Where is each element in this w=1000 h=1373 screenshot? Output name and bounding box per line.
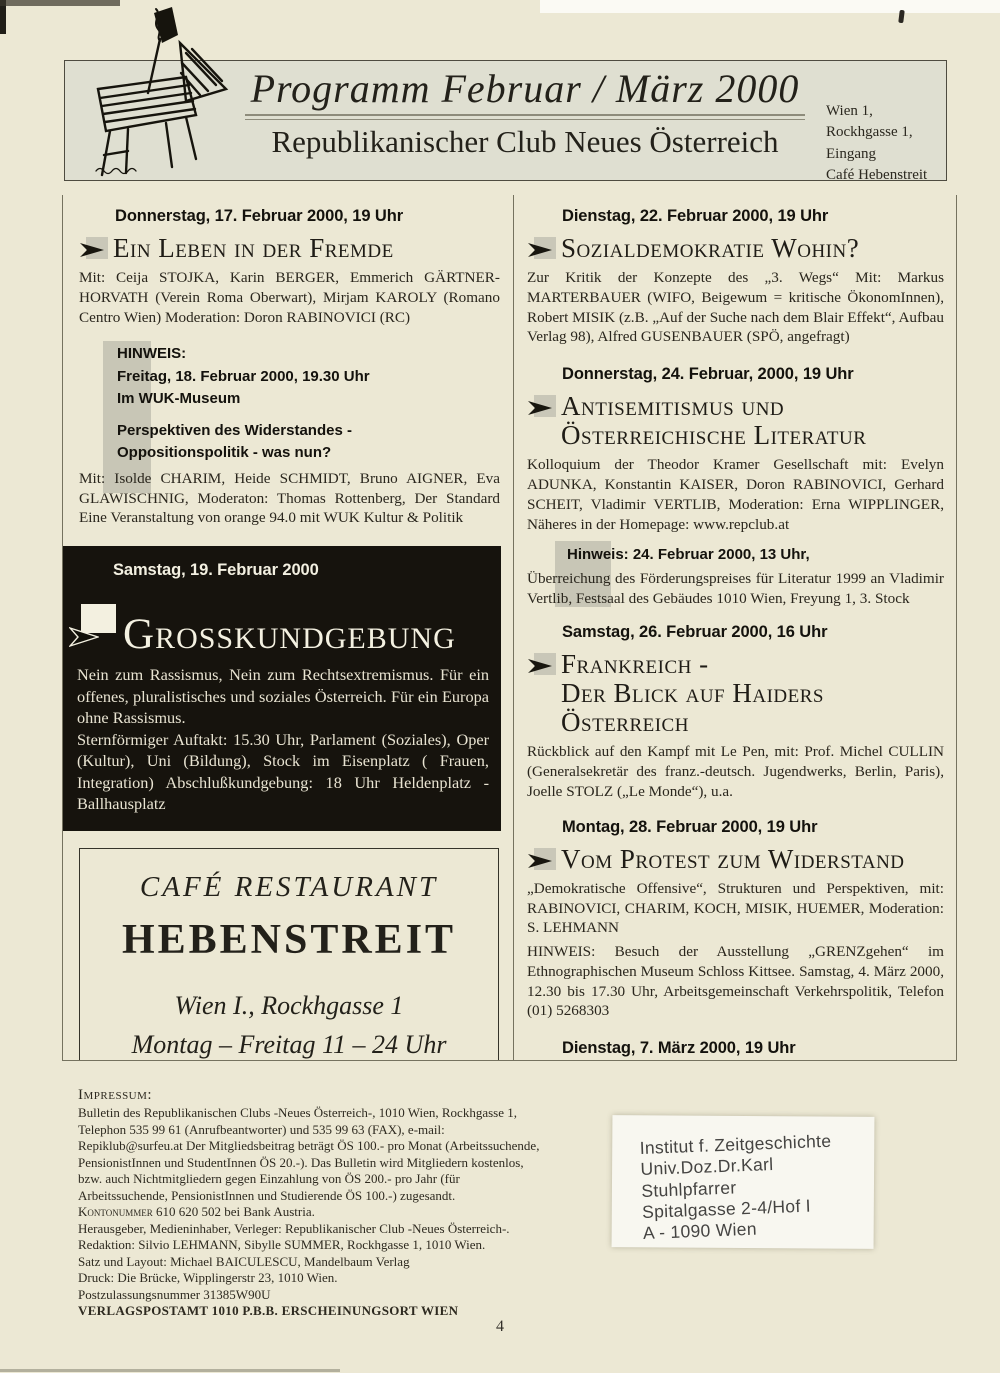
cafe-ad-kicker: CAFÉ RESTAURANT xyxy=(139,870,439,903)
venue-address-line: Café Hebenstreit xyxy=(826,166,928,183)
event-title-row xyxy=(527,234,944,263)
scan-bottom-artifact xyxy=(0,1369,340,1372)
event-body: Kolloquium der Theodor Kramer Gesellschaft mit: Evelyn ADUNKA, Konstantin KAISER, Doron RABINOVICI, Gerhard SCHEIT, Vladimir VERTLIB, Moderation: Erna WIPPLINGER, Näheres in der Homepage: www.repclub.at xyxy=(527,456,944,533)
address-label-sticker xyxy=(612,1115,875,1249)
event-title-row xyxy=(527,392,944,450)
program-columns xyxy=(62,195,957,1061)
column-right xyxy=(513,195,956,1060)
cafe-ad-address-line: Wien I., Rockhgasse 1 xyxy=(174,990,404,1020)
impressum-heading: Impressum: xyxy=(78,1087,153,1103)
venue-address xyxy=(826,101,940,186)
rally-announcement-box xyxy=(63,546,501,831)
event-title-row xyxy=(527,845,944,874)
event-date: Dienstag, 22. Februar 2000, 19 Uhr xyxy=(562,207,829,225)
event-title-line: Frankreich - xyxy=(561,648,709,679)
hinweis-topic-line: Perspektiven des Widerstandes - xyxy=(117,421,352,439)
venue-address-line: Eingang xyxy=(826,145,876,162)
arrowhead-icon xyxy=(527,653,561,679)
address-label-line: Spitalgasse 2-4/Hof I xyxy=(641,1195,812,1223)
cafe-ad-address-line: Montag – Freitag 11 – 24 Uhr xyxy=(131,1029,447,1059)
venue-address-line: Wien 1, xyxy=(826,103,873,119)
scan-edge-artifact xyxy=(540,0,1000,13)
event-body: Mit: Ceija STOJKA, Karin BERGER, Emmerich GÄRTNER-HORVATH (Verein Roma Oberwart), Mirjam KAROLY (Romano Centro Wien) Moderation: Doron RABINOVICI (RC) xyxy=(79,269,500,326)
rally-body: Nein zum Rassismus, Nein zum Rechtsextremismus. Für ein offenes, pluralistisches und soziales Österreich. Für ein Europa ohne Rassismus. xyxy=(77,665,489,728)
cafe-ad-address xyxy=(80,986,498,1061)
hinweis-label: HINWEIS: xyxy=(117,345,187,363)
hinweis-date: Freitag, 18. Februar 2000, 19.30 Uhr xyxy=(117,367,370,385)
double-rule xyxy=(245,114,805,120)
event-title-line: Der Blick auf Haiders Österreich xyxy=(561,678,824,738)
event-body: „Demokratische Offensive“, Strukturen und Perspektiven, mit: RABINOVICI, CHARIM, KOCH, MISIK, HUEMER, Moderation: S. LEHMANN xyxy=(527,879,944,937)
impressum-postal-line: VERLAGSPOSTAMT 1010 P.B.B. ERSCHEINUNGSORT WIEN xyxy=(78,1303,459,1319)
address-label-line: Institut f. Zeitgeschichte xyxy=(639,1130,832,1159)
event-title-row xyxy=(527,650,944,737)
rally-date: Samstag, 19. Februar 2000 xyxy=(113,561,319,580)
hinweis-label: Hinweis: 24. Februar 2000, 13 Uhr, xyxy=(567,546,810,564)
impressum-line: Postzulassungsnummer 31385W90U xyxy=(78,1286,271,1302)
hinweis-body: Überreichung des Förderungspreises für Literatur 1999 an Vladimir Vertlib, Festsaal des Gebäudes 1010 Wien, Freyung 1, 3. Stock xyxy=(527,570,944,608)
hinweis-topic-line: Oppositionspolitik - was nun? xyxy=(117,444,332,462)
event-date: Donnerstag, 17. Februar 2000, 19 Uhr xyxy=(115,207,404,225)
ink-speck xyxy=(898,10,905,24)
event-date: Dienstag, 7. März 2000, 19 Uhr xyxy=(562,1039,796,1058)
event-title: Ein Leben in der Fremde xyxy=(113,233,394,263)
impressum-line: Redaktion: Silvio LEHMANN, Sibylle SUMMER, Rockhgasse 1, 1010 Wien. xyxy=(78,1237,486,1253)
event-body: Zur Kritik der Konzepte des „3. Wegs“ Mit: Markus MARTERBAUER (WIFO, Beigewum = kritische ÖkonomInnen), Robert MISIK (z.B. „Auf der Suche nach dem Blair Effekt“, Aufbau Verlag 98), Alfred GUSENBAUER (SPÖ, angefragt) xyxy=(527,269,944,346)
address-label-text xyxy=(612,1105,879,1246)
address-label-line: Univ.Doz.Dr.Karl xyxy=(640,1154,774,1180)
event-date: Samstag, 26. Februar 2000, 16 Uhr xyxy=(562,622,828,641)
event-title: Vom Protest zum Widerstand xyxy=(561,843,905,874)
rally-title: Grosskundgebung xyxy=(123,611,456,659)
venue-address-line: Rockhgasse 1, xyxy=(826,124,913,141)
arrowhead-icon xyxy=(69,604,117,656)
address-label-line: A - 1090 Wien xyxy=(642,1219,758,1244)
event-title xyxy=(561,392,866,450)
arrowhead-icon xyxy=(527,237,561,263)
hinweis-note xyxy=(527,544,944,609)
impressum-paragraph: Bulletin des Republikanischen Clubs -Neues Österreich-, 1010 Wien, Rockhgasse 1, Telephon 535 99 61 (Anrufbeantworter) und 535 99 63 (FAX), e-mail: Repiklub@surfeu.at Der Mitgliedsbeitrag beträgt ÖS 100.- pro Monat (Arbeitssuchende, PensionistInnen und StudentInnen ÖS 20.-). Das Bulletin wird Mitgliedern kostenlos, bzw. auch Nichtmitgliedern gegen Einzahlung von ÖS 200.- pro Jahr (für Arbeitssuchende, PensionistInnen und Studierende ÖS 100.-) zugesandt. xyxy=(78,1105,540,1203)
program-title: Programm Februar / März 2000 xyxy=(250,66,800,111)
event-date: Donnerstag, 24. Februar, 2000, 19 Uhr xyxy=(562,365,854,384)
chair-sketch-drawing xyxy=(68,5,240,181)
event-body: HINWEIS: Besuch der Ausstellung „GRENZgehen“ im Ethnographischen Museum Schloss Kittsee. Samstag, 4. März 2000, 12.30 bis 17.30 Uhr, Arbeitsgemeinschaft Verkehrspolitik, Telefon (01) 5268303 xyxy=(527,943,944,1020)
column-left xyxy=(63,195,513,1060)
hinweis-note xyxy=(63,343,513,528)
impressum-line: Druck: Die Brücke, Wipplingerstr 23, 1010 Wien. xyxy=(78,1270,338,1286)
event-title-line: Österreichische Literatur xyxy=(561,420,867,451)
event-body: Rückblick auf den Kampf mit Le Pen, mit: Prof. Michel CULLIN (Generalsekretär des franz.-deutsch. Jugendwerks, Berlin, Paris), Joelle STOLZ („Le Monde“), u.a. xyxy=(527,743,944,800)
cafe-ad-name: HEBENSTREIT xyxy=(121,916,457,963)
club-name: Republikanischer Club Neues Österreich xyxy=(271,124,779,159)
event-title: Sozialdemokratie Wohin? xyxy=(561,233,860,263)
cafe-ad-box xyxy=(79,848,499,1061)
impressum-line: Herausgeber, Medieninhaber, Verleger: Republikanischer Club -Neues Österreich-. xyxy=(78,1220,510,1236)
arrowhead-icon xyxy=(527,395,561,421)
address-label-line: Stuhlpfarrer xyxy=(641,1177,737,1201)
event-title-row xyxy=(79,234,501,263)
arrowhead-icon xyxy=(527,848,561,874)
impressum-account-number: 610 620 502 bei Bank Austria. xyxy=(155,1204,315,1220)
masthead-titles xyxy=(235,67,815,160)
impressum-line: Satz und Layout: Michael BAICULESCU, Mandelbaum Verlag xyxy=(78,1253,410,1269)
page-number: 4 xyxy=(496,1318,504,1335)
event-title xyxy=(561,650,944,737)
hinweis-body: Mit: Isolde CHARIM, Heide SCHMIDT, Bruno AIGNER, Eva GLAWISCHNIG, Moderaton: Thomas Rottenberg, Der Standard Eine Veranstaltung von orange 94.0 mit WUK Kultur & Politik xyxy=(79,469,500,527)
impressum xyxy=(78,1086,546,1320)
hinweis-venue: Im WUK-Museum xyxy=(117,390,241,408)
rally-body: Sternförmiger Auftakt: 15.30 Uhr, Parlament (Soziales), Oper (Kultur), Uni (Bildung), Stock im Eisenplatz ( Frauen, Integration) Abschlußkundgebung: 18 Uhr Heldenplatz - Ballhausplatz xyxy=(77,729,489,814)
event-title-line: Antisemitismus und xyxy=(561,391,785,422)
impressum-account-line xyxy=(78,1204,546,1221)
arrowhead-icon xyxy=(79,237,113,263)
event-date: Montag, 28. Februar 2000, 19 Uhr xyxy=(562,817,818,836)
impressum-account-label: Kontonummer xyxy=(78,1204,153,1220)
rally-title-row xyxy=(69,604,491,659)
